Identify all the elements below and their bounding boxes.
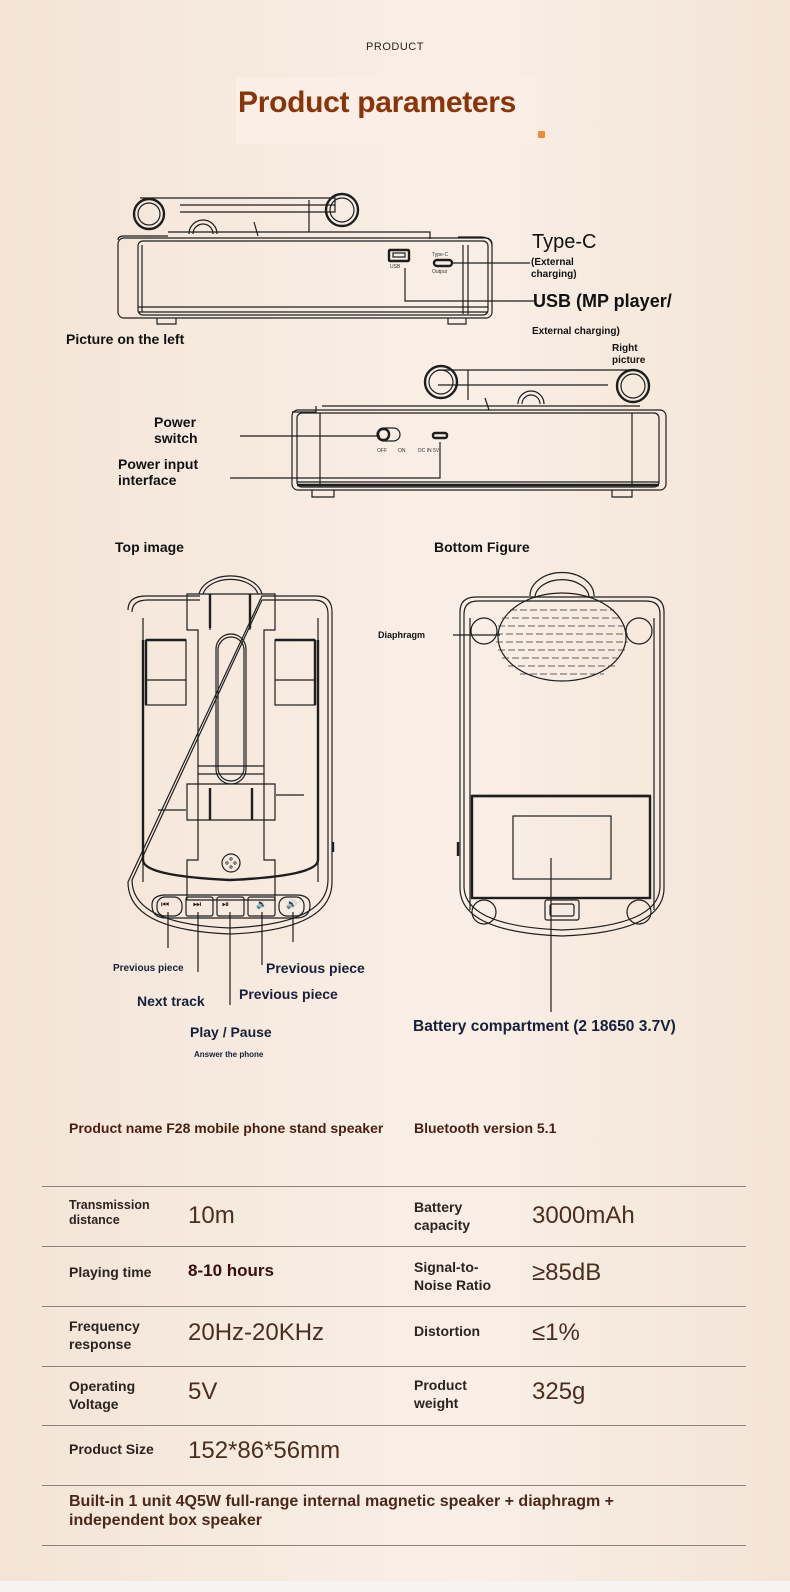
spec-key-size: Product Size	[69, 1441, 154, 1457]
bottom-view-caption: Bottom Figure	[434, 539, 530, 555]
spec-key-playing-time: Playing time	[69, 1264, 152, 1280]
bluetooth-version: Bluetooth version 5.1	[414, 1120, 557, 1136]
spec-key-weight: Product weight	[414, 1377, 467, 1412]
left-view-caption: Picture on the left	[66, 331, 185, 347]
row-divider	[42, 1366, 746, 1367]
spec-value-frequency: 20Hz-20KHz	[188, 1319, 325, 1346]
spec-value-transmission: 10m	[188, 1202, 235, 1229]
power-input-callout: Power input interface	[118, 456, 199, 489]
spec-key-battery: Battery capacity	[414, 1199, 471, 1234]
spec-value-distortion: ≤1%	[532, 1319, 580, 1346]
spec-key-distortion: Distortion	[414, 1323, 481, 1339]
spec-key-transmission: Transmission distance	[69, 1198, 150, 1227]
callout-play-pause: Play / Pause	[190, 1024, 272, 1040]
section-tag: PRODUCT	[366, 41, 424, 53]
usb-port-label: USB	[390, 264, 401, 270]
spec-value-size: 152*86*56mm	[188, 1437, 341, 1464]
typec-callout-sub: (External charging)	[531, 257, 577, 280]
callout-previous-piece-3: Previous piece	[266, 960, 365, 976]
row-divider	[42, 1485, 746, 1486]
spec-value-voltage: 5V	[188, 1378, 218, 1405]
callout-previous-piece-1: Previous piece	[113, 963, 184, 974]
battery-callout: Battery compartment (2 18650 3.7V)	[413, 1018, 676, 1035]
row-divider	[42, 1246, 746, 1247]
power-switch-callout: Power switch	[154, 414, 198, 447]
page-bottom-strip	[0, 1581, 790, 1592]
row-divider	[42, 1425, 746, 1426]
previous-track-icon[interactable]: ⏮	[161, 899, 170, 909]
spec-value-battery: 3000mAh	[532, 1202, 635, 1229]
spec-value-weight: 325g	[532, 1378, 586, 1405]
speaker-footnote: Built-in 1 unit 4Q5W full-range internal magnetic speaker + diaphragm + independent box speaker	[69, 1493, 614, 1530]
diaphragm-callout: Diaphragm	[378, 630, 426, 640]
row-divider	[42, 1186, 746, 1187]
spec-key-voltage: Operating Voltage	[69, 1378, 136, 1413]
right-view-caption: Right picture	[612, 343, 646, 366]
top-view-caption: Top image	[115, 539, 184, 555]
spec-key-frequency: Frequency response	[69, 1318, 140, 1353]
callout-previous-piece-2: Previous piece	[239, 986, 338, 1002]
callout-answer-phone: Answer the phone	[194, 1050, 264, 1059]
spec-value-playing-time: 8-10 hours	[188, 1261, 274, 1280]
product-name: Product name F28 mobile phone stand speaker	[69, 1120, 384, 1136]
typec-port-label: Type-C	[432, 252, 449, 258]
usb-callout-sub: External charging)	[532, 326, 620, 337]
page-title: Product parameters	[238, 86, 517, 119]
output-port-label: Output	[432, 269, 448, 275]
spec-key-snr: Signal-to-Noise Ratio	[414, 1259, 492, 1294]
row-divider	[42, 1545, 746, 1546]
usb-callout-title: USB (MP player/	[533, 291, 672, 311]
switch-on-label: ON	[398, 448, 406, 454]
volume-up-icon[interactable]: 🔊	[286, 899, 298, 909]
play-pause-phone-icon[interactable]: ⏯	[222, 899, 230, 909]
volume-down-icon[interactable]: 🔉	[256, 899, 268, 909]
typec-callout-title: Type-C	[532, 231, 597, 253]
next-track-icon[interactable]: ⏭	[193, 899, 202, 909]
row-divider	[42, 1306, 746, 1307]
switch-off-label: OFF	[377, 448, 387, 454]
callout-next-track: Next track	[137, 993, 205, 1009]
dc-in-label: DC IN 5V	[418, 448, 440, 454]
spec-value-snr: ≥85dB	[532, 1259, 602, 1286]
